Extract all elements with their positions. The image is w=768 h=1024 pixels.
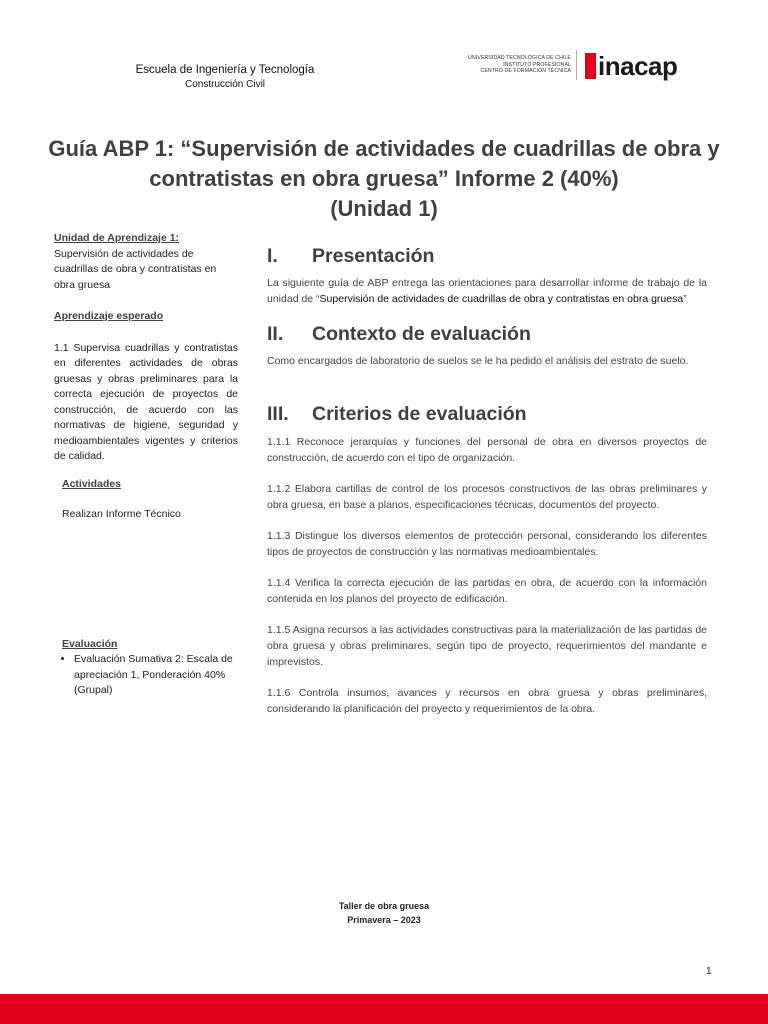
activities-heading: Actividades — [62, 477, 121, 490]
presentation-text — [267, 275, 707, 307]
section-number: I. — [267, 245, 278, 267]
footer — [284, 899, 484, 927]
institution-lines — [440, 55, 571, 75]
list-item: • Evaluación Sumativa 2: Escala de apreciación 1, Ponderación 40% (Grupal) — [74, 652, 238, 699]
section-title: Presentación — [312, 245, 435, 267]
institution-line: INSTITUTO PROFESIONAL — [503, 61, 571, 68]
section-title: Criterios de evaluación — [312, 403, 527, 425]
section-heading — [267, 399, 707, 429]
presentation-unit-name: Supervisión de actividades de cuadrillas de obra y contratistas en obra gruesa — [319, 293, 684, 305]
title-line: (Unidad 1) — [330, 196, 438, 221]
section-heading — [267, 319, 707, 349]
expected-heading: Aprendizaje esperado — [54, 310, 164, 322]
section-heading — [267, 241, 707, 271]
unit-text: Supervisión de actividades de cuadrillas de obra y contratistas en obra gruesa — [54, 247, 217, 291]
footer-course: Taller de obra gruesa — [338, 901, 430, 911]
school-name: Escuela de Ingeniería y Tecnología — [135, 64, 315, 76]
logo-divider — [576, 50, 577, 80]
section-number: II. — [267, 323, 284, 345]
criterion-item: 1.1.3 Distingue los diversos elementos de protección personal, considerando los diferentes tipos de proyectos de construcción y las normativas medioambientales. — [267, 530, 707, 558]
criterion-item: 1.1.1 Reconoce jerarquías y funciones del personal de obra en diversos proyectos de construcción, de acuerdo con el tipo de organización. — [267, 436, 707, 464]
evaluation-list — [54, 652, 238, 699]
title-line: contratistas en obra gruesa” Informe 2 (40%) — [149, 166, 619, 191]
institution-line: UNIVERSIDAD TECNOLÓGICA DE CHILE — [468, 55, 571, 61]
main-content — [267, 241, 707, 717]
criterion-item: 1.1.2 Elabora cartillas de control de los procesos constructivos de las obras preliminares y obra gruesa, en base a planos, especificaciones técnicas, documentos del proyecto. — [267, 483, 707, 511]
footer-term: Primavera – 2023 — [347, 915, 421, 925]
logo-wordmark: inacap — [598, 50, 678, 81]
sidebar — [54, 231, 238, 699]
program-name: Construcción Civil — [184, 79, 266, 90]
presentation-text-part: ” — [683, 293, 687, 305]
footer-red-bar — [0, 994, 768, 1024]
activities-text: Realizan Informe Técnico — [62, 508, 181, 520]
context-text: Como encargados de laboratorio de suelos se le ha pedido el análisis del estrato de suelo. — [267, 355, 689, 367]
expected-text: 1.1 Supervisa cuadrillas y contratistas en diferentes actividades de obras gruesas y obras preliminares para la correcta ejecución de proyectos de construcción, de acuerdo con las normativas de higiene, seguridad y medioambientales vigentes y criterios de calidad. — [54, 341, 238, 462]
section-number: III. — [267, 403, 289, 425]
criterion-item: 1.1.6 Controla insumos, avances y recursos en obra gruesa y obras preliminares, considerando la planificación del proyecto y requerimientos de la obra. — [267, 687, 707, 715]
criterion-item: 1.1.4 Verifica la correcta ejecución de las partidas en obra, de acuerdo con la información contenida en los planos del proyecto de edificación. — [267, 577, 707, 605]
evaluation-heading: Evaluación — [62, 637, 118, 650]
logo-mark-icon — [585, 53, 596, 79]
school-header — [100, 64, 350, 90]
unit-heading: Unidad de Aprendizaje 1: — [54, 232, 180, 244]
institution-line: CENTRO DE FORMACIÓN TÉCNICA — [480, 68, 571, 75]
section-title: Contexto de evaluación — [312, 323, 531, 345]
page-title — [40, 134, 728, 224]
criterion-item: 1.1.5 Asigna recursos a las actividades constructivas para la materialización de las partidas de obra gruesa y obras preliminares, según tipo de proyecto, requerimientos del mandante e imprevistos. — [267, 624, 707, 668]
inacap-logo — [585, 50, 677, 82]
title-line: Guía ABP 1: “Supervisión de actividades de cuadrillas de obra y — [48, 136, 720, 161]
page-number: 1 — [706, 966, 712, 977]
presentation-text-part: La siguiente guía de ABP entrega las orientaciones para desarrollar informe de trabajo de la unidad de “ — [267, 277, 707, 305]
